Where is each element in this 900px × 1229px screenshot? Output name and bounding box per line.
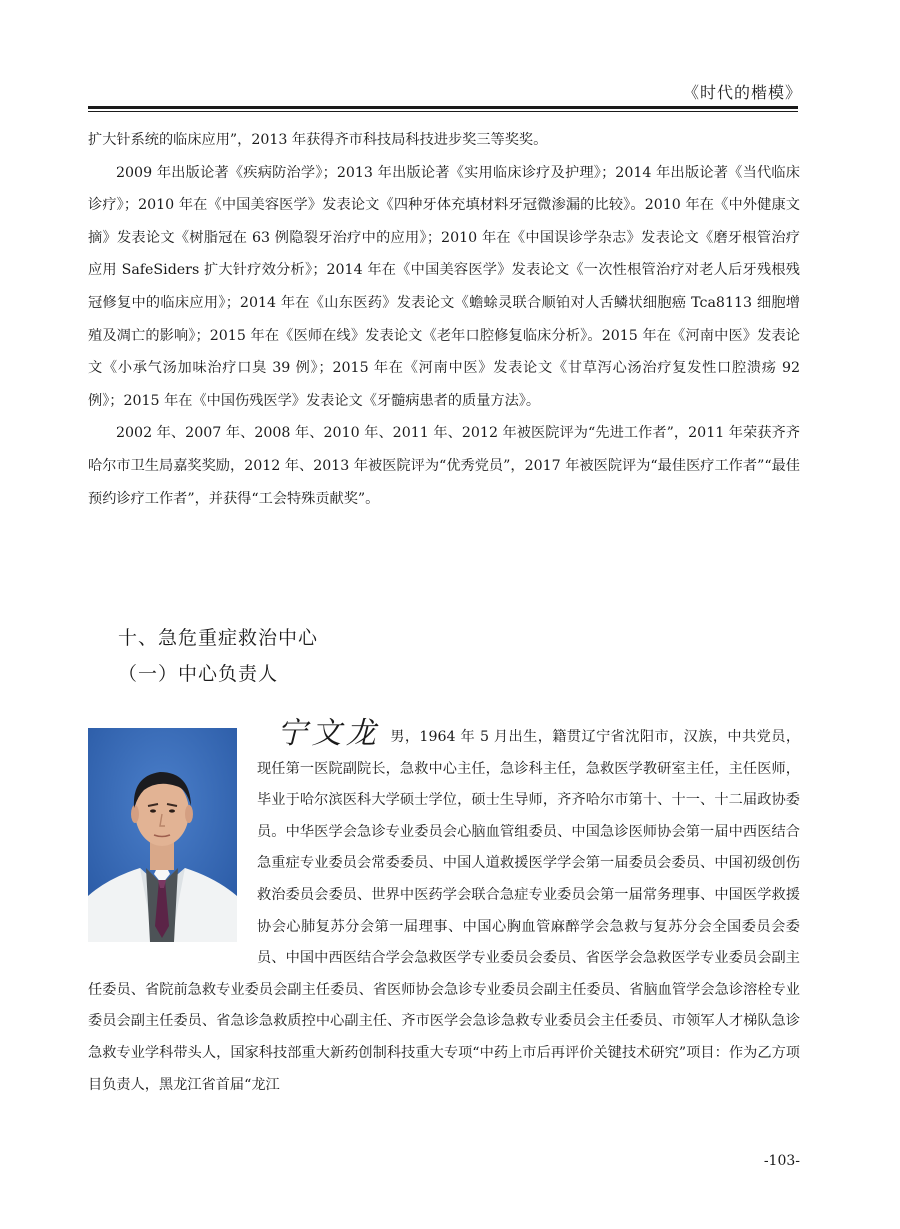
page-number: -103-	[763, 1153, 800, 1169]
biography-text: 男，1964 年 5 月出生，籍贯辽宁省沈阳市，汉族，中共党员，现任第一医院副院长，急救中心主任，急诊科主任，急救医学教研室主任，主任医师，毕业于哈尔滨医科大学硕士学位，硕士生导师，齐齐哈尔市第十、十一、十二届政协委员。中华医学会急诊专业委员会心脑血管组委员、中国急诊医师协会第一届中西医结合急重症专业委员会常委委员、中国人道救援医学学会第一届委员会委员、中国初级创伤救治委员会委员、世界中医药学会联合急症专业委员会第一届常务理事、中国医学救援协会心肺复苏分会第一届理事、中国心胸血管麻醉学会急救与复苏分会全国委员会委员、中国中西医结合学会急救医学专业委员会委员、省医学会急救医学专业委员会副主任委员、省院前急救专业委员会副主任委员、省医师协会急诊专业委员会副主任委员、省脑血管学会急诊溶栓专业委员会副主任委员、省急诊急救质控中心副主任、齐市医学会急诊急救专业委员会主任委员、市领军人才梯队急诊急救专业学科带头人，国家科技部重大新药创制科技重大专项“中药上市后再评价关键技术研究”项目：作为乙方项目负责人，黑龙江省首届“龙江	[88, 729, 801, 1093]
photo-spacer	[88, 728, 237, 952]
paragraph-publications: 2009 年出版论著《疾病防治学》；2013 年出版论著《实用临床诊疗及护理》；2014 年出版论著《当代临床诊疗》；2010 年在《中国美容医学》发表论文《四种牙体充填材料牙冠微渗漏的比较》。2010 年在《中外健康文摘》发表论文《树脂冠在 63 例隐裂牙治疗中的应用》；2010 年在《中国误诊学杂志》发表论文《磨牙根管治疗应用 SafeSiders 扩大针疗效分析》；2014 年在《中国美容医学》发表论文《一次性根管治疗对老人后牙残根残冠修复中的临床应用》；2014 年在《山东医药》发表论文《蟾蜍灵联合顺铂对人舌鳞状细胞癌 Tca8113 细胞增殖及凋亡的影响》；2015 年在《医师在线》发表论文《老年口腔修复临床分析》。2015 年在《河南中医》发表论文《小承气汤加味治疗口臭 39 例》；2015 年在《河南中医》发表论文《甘草泻心汤治疗复发性口腔溃疡 92 例》；2015 年在《中国伤残医学》发表论文《牙髓病患者的质量方法》。	[88, 164, 800, 409]
section-subtitle: （一）中心负责人	[118, 663, 279, 685]
section-title: 十、急危重症救治中心	[118, 627, 319, 649]
body-text	[88, 124, 800, 515]
running-header-title: 《时代的楷模》	[682, 83, 802, 102]
header-rule-thick	[88, 106, 798, 109]
biography	[88, 718, 800, 1101]
person-name: 宁文龙	[277, 716, 381, 751]
paragraph-continued: 扩大针系统的临床应用”，2013 年获得齐市科技局科技进步奖三等奖奖。	[88, 132, 548, 148]
header-rule-thin	[88, 111, 798, 112]
paragraph-awards: 2002 年、2007 年、2008 年、2010 年、2011 年、2012 年被医院评为“先进工作者”，2011 年荣获齐齐哈尔市卫生局嘉奖奖励，2012 年、2013 年被医院评为“优秀党员”，2017 年被医院评为“最佳医疗工作者”“最佳预约诊疗工作者”，并获得“工会特殊贡献奖”。	[88, 425, 800, 507]
